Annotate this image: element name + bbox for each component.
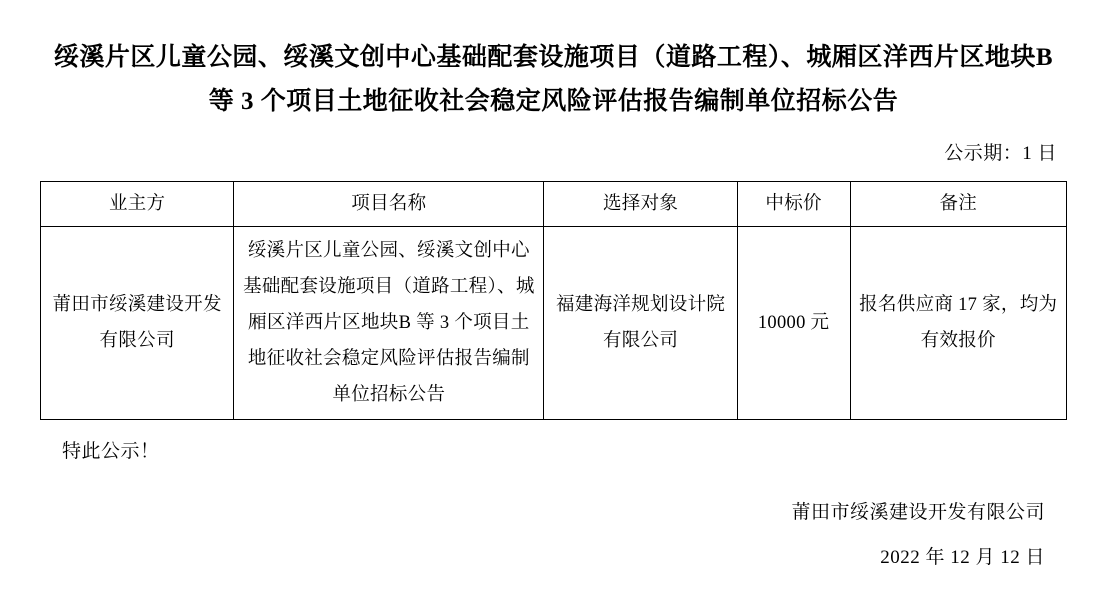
column-header-owner: 业主方 bbox=[41, 181, 234, 226]
bid-result-table bbox=[40, 181, 1067, 420]
cell-project: 绥溪片区儿童公园、绥溪文创中心基础配套设施项目（道路工程）、城厢区洋西片区地块B 等 3 个项目土地征收社会稳定风险评估报告编制单位招标公告 bbox=[234, 226, 544, 419]
table-header-row bbox=[41, 181, 1067, 226]
cell-price: 10000 元 bbox=[737, 226, 850, 419]
page-title: 绥溪片区儿童公园、绥溪文创中心基础配套设施项目（道路工程）、城厢区洋西片区地块B 等 3 个项目土地征收社会稳定风险评估报告编制单位招标公告 bbox=[53, 44, 1054, 115]
column-header-project: 项目名称 bbox=[234, 181, 544, 226]
cell-owner: 莆田市绥溪建设开发有限公司 bbox=[41, 226, 234, 419]
signature-date: 2022 年 12 月 12 日 bbox=[880, 546, 1045, 568]
column-header-remark: 备注 bbox=[850, 181, 1067, 226]
column-header-price: 中标价 bbox=[737, 181, 850, 226]
cell-remark: 报名供应商 17 家，均为有效报价 bbox=[850, 226, 1067, 419]
closing-note: 特此公示！ bbox=[62, 440, 160, 462]
table-row bbox=[41, 226, 1067, 419]
column-header-selected: 选择对象 bbox=[544, 181, 737, 226]
signature-block bbox=[40, 497, 1067, 569]
cell-selected: 福建海洋规划设计院有限公司 bbox=[544, 226, 737, 419]
signer-name: 莆田市绥溪建设开发有限公司 bbox=[791, 501, 1045, 523]
notice-period: 公示期：1 日 bbox=[944, 142, 1057, 164]
